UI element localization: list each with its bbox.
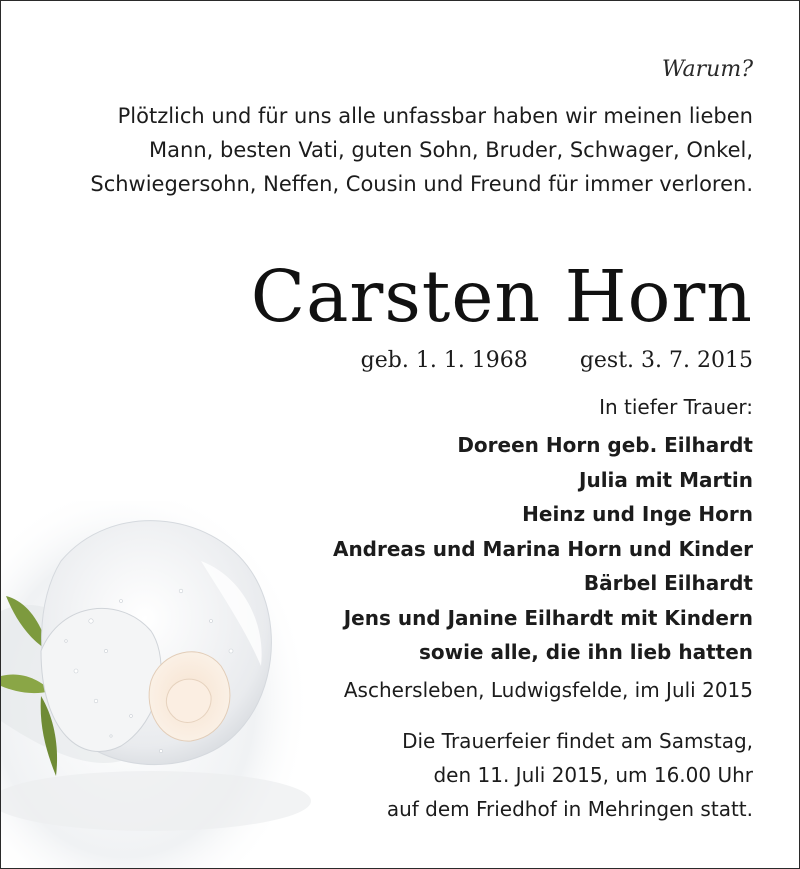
intro-paragraph: Plötzlich und für uns alle unfassbar haben wir meinen lieben Mann, besten Vati, guten Sohn, Bruder, Schwager, Onkel, Schwiegersohn, Neffen, Cousin und Freund für immer verloren. <box>90 104 753 196</box>
mourner-entry: Bärbel Eilhardt <box>583 571 753 595</box>
deceased-name: Carsten Horn <box>250 255 753 338</box>
service-line: auf dem Friedhof in Mehringen statt. <box>386 797 753 821</box>
mourner-entry: sowie alle, die ihn lieb hatten <box>418 640 753 664</box>
service-line: den 11. Juli 2015, um 16.00 Uhr <box>433 763 753 787</box>
service-line: Die Trauerfeier findet am Samstag, <box>402 729 753 753</box>
life-dates <box>361 348 753 373</box>
mourner-entry: Doreen Horn geb. Eilhardt <box>457 433 753 457</box>
mourning-label: In tiefer Trauer: <box>599 395 753 419</box>
white-rose-image <box>1 501 311 868</box>
mourner-entry: Jens und Janine Eilhardt mit Kindern <box>343 605 753 630</box>
mourner-entry: Andreas und Marina Horn und Kinder <box>332 536 753 561</box>
mourner-entry: Julia mit Martin <box>579 467 753 492</box>
death-date: gest. 3. 7. 2015 <box>579 348 753 373</box>
quote-text: Warum? <box>661 57 753 82</box>
mourners-list <box>333 428 753 670</box>
funeral-service-info <box>387 724 753 826</box>
place-date: Aschersleben, Ludwigsfelde, im Juli 2015 <box>343 678 753 702</box>
mourner-entry: Heinz und Inge Horn <box>522 502 753 526</box>
birth-date: geb. 1. 1. 1968 <box>360 348 528 373</box>
